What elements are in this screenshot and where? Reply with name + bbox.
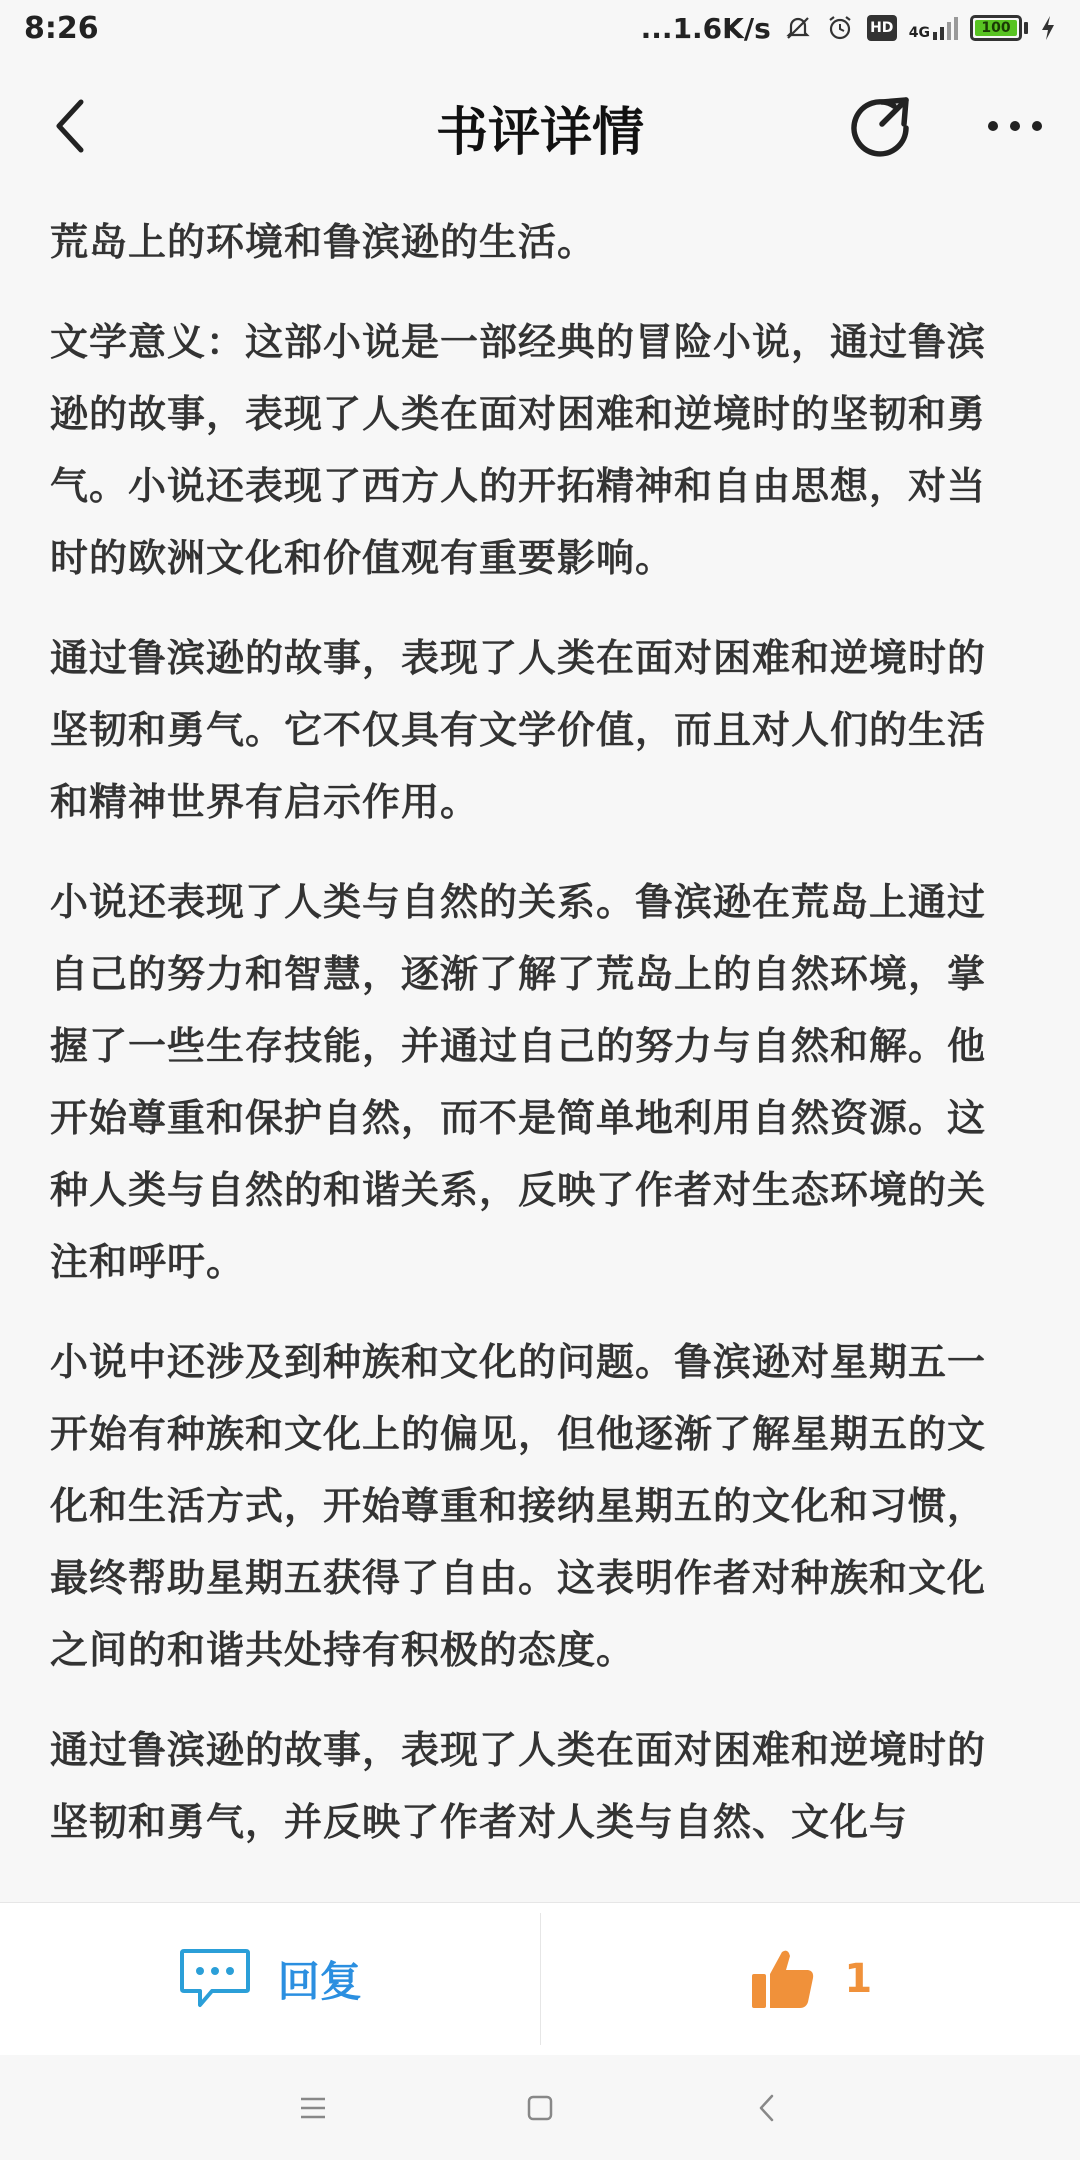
- menu-lines-icon: [298, 2095, 328, 2121]
- mute-bell-icon: [783, 13, 813, 43]
- battery-level: 100: [975, 20, 1017, 36]
- home-square-icon: [526, 2094, 554, 2122]
- system-navigation-bar: [0, 2055, 1080, 2160]
- battery-cap: [1024, 22, 1028, 34]
- comment-bubble-icon: [178, 1947, 252, 2011]
- review-paragraph: 小说还表现了人类与自然的关系。鲁滨逊在荒岛上通过自己的努力和智慧，逐渐了解了荒岛上的自然环境，掌握了一些生存技能，并通过自己的努力与自然和解。他开始尊重和保护自然，而不是简单地利用自然资源。这种人类与自然的和谐关系，反映了作者对生态环境的关注和呼吁。: [50, 880, 987, 1284]
- signal-bars-icon: [932, 16, 958, 40]
- status-time: 8:26: [24, 10, 99, 46]
- more-options-button[interactable]: [980, 96, 1050, 156]
- share-refresh-icon: [846, 92, 916, 162]
- review-paragraph: 文学意义：这部小说是一部经典的冒险小说，通过鲁滨逊的故事，表现了人类在面对困难和逆境时的坚韧和勇气。小说还表现了西方人的开拓精神和自由思想，对当时的欧洲文化和价值观有重要影响。: [50, 320, 987, 580]
- nav-menu-button[interactable]: [283, 2078, 343, 2138]
- action-bar: [0, 1902, 1080, 2056]
- reply-button[interactable]: [0, 1903, 540, 2055]
- review-paragraph: 小说中还涉及到种族和文化的问题。鲁滨逊对星期五一开始有种族和文化上的偏见，但他逐渐了解星期五的文化和生活方式，开始尊重和接纳星期五的文化和习惯，最终帮助星期五获得了自由。这表明作者对种族和文化之间的和谐共处持有积极的态度。: [50, 1340, 987, 1672]
- status-icons: [641, 12, 1056, 45]
- review-content[interactable]: [50, 206, 1010, 1898]
- signal-type-label: 4G: [908, 25, 930, 41]
- header: [0, 56, 1080, 196]
- nav-home-button[interactable]: [510, 2078, 570, 2138]
- like-count: 1: [844, 1956, 873, 2002]
- back-arrow-icon: [757, 2093, 777, 2123]
- share-button[interactable]: [846, 92, 916, 162]
- network-speed: ...1.6K/s: [640, 11, 771, 45]
- thumbs-up-icon: [748, 1944, 818, 2014]
- charging-bolt-icon: [1040, 15, 1056, 41]
- page-title: 书评详情: [435, 103, 644, 163]
- battery-body: [970, 15, 1022, 41]
- review-paragraph: 荒岛上的环境和鲁滨逊的生活。: [50, 220, 597, 264]
- review-paragraph: 通过鲁滨逊的故事，表现了人类在面对困难和逆境时的坚韧和勇气，并反映了作者对人类与自然、文化与: [50, 1728, 987, 1844]
- status-bar: [0, 0, 1080, 56]
- cell-signal-icon: [909, 16, 958, 40]
- reply-label: 回复: [277, 1957, 362, 2006]
- nav-back-button[interactable]: [737, 2078, 797, 2138]
- review-paragraph: 通过鲁滨逊的故事，表现了人类在面对困难和逆境时的坚韧和勇气。它不仅具有文学价值，而且对人们的生活和精神世界有启示作用。: [50, 636, 987, 824]
- more-dots-icon: [985, 118, 1045, 134]
- like-button[interactable]: [541, 1903, 1080, 2055]
- hd-badge-icon: HD: [867, 15, 897, 41]
- battery-icon: [970, 15, 1028, 41]
- alarm-clock-icon: [825, 13, 855, 43]
